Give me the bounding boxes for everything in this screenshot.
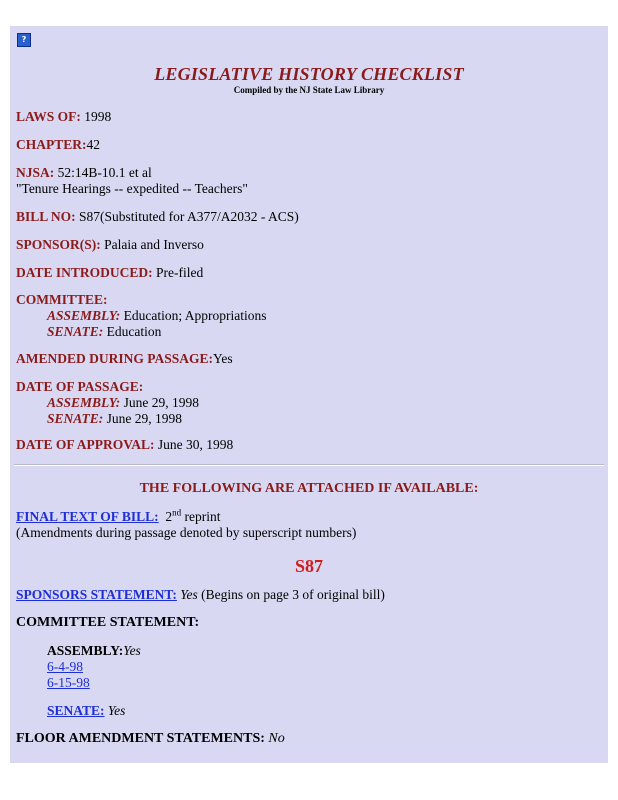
committee-label: COMMITTEE: (16, 292, 108, 307)
date-introduced-row (16, 265, 203, 281)
date-of-passage-label-row (16, 379, 143, 395)
amended-value: Yes (213, 351, 233, 366)
page-title: LEGISLATIVE HISTORY CHECKLIST (154, 64, 464, 84)
floor-amendment-value: No (268, 731, 285, 746)
attached-heading: THE FOLLOWING ARE ATTACHED IF AVAILABLE: (139, 481, 479, 496)
assembly-statement-link[interactable]: 6-4-98 (47, 659, 83, 674)
final-text-reprint-word: reprint (184, 509, 221, 524)
final-text-note: (Amendments during passage denoted by superscript numbers) (16, 525, 357, 540)
committee-statement-link-1 (47, 659, 83, 675)
laws-of-row (16, 109, 111, 125)
committee-statement-assembly-value: Yes (123, 643, 141, 658)
sponsors-statement-note: (Begins on page 3 of original bill) (201, 587, 385, 602)
sponsors-value: Palaia and Inverso (104, 237, 204, 252)
floor-amendment-label: FLOOR AMENDMENT STATEMENTS: (16, 731, 265, 746)
committee-statement-assembly-row (47, 643, 141, 659)
bill-no-value: S87(Substituted for A377/A2032 - ACS) (79, 209, 299, 224)
section-divider (14, 464, 604, 466)
committee-senate-label: SENATE: (47, 324, 104, 339)
passage-assembly-label: ASSEMBLY: (47, 395, 121, 410)
bill-number-heading: S87 (294, 556, 323, 576)
bill-no-label: BILL NO: (16, 209, 76, 224)
passage-senate-value: June 29, 1998 (106, 411, 183, 426)
chapter-value: 42 (86, 137, 100, 152)
laws-of-value: 1998 (84, 109, 112, 124)
senate-statement-link[interactable]: SENATE: (47, 703, 105, 718)
committee-statement-link-2 (47, 675, 90, 691)
committee-statement-label: COMMITTEE STATEMENT: (16, 615, 200, 630)
njsa-note: "Tenure Hearings -- expedited -- Teachers" (16, 181, 248, 196)
date-of-passage-label: DATE OF PASSAGE: (16, 379, 144, 394)
committee-assembly-row (47, 308, 267, 324)
page-subtitle: Compiled by the NJ State Law Library (233, 85, 385, 95)
passage-senate-row (47, 411, 182, 427)
committee-statement-senate-row (47, 703, 125, 719)
committee-assembly-label: ASSEMBLY: (47, 308, 121, 323)
date-of-approval-row (16, 437, 233, 453)
content-panel (10, 26, 608, 763)
date-introduced-value: Pre-filed (156, 265, 204, 280)
amended-label: AMENDED DURING PASSAGE: (16, 351, 214, 366)
njsa-value: 52:14B-10.1 et al (57, 165, 152, 180)
bill-no-row (16, 209, 299, 225)
assembly-statement-link[interactable]: 6-15-98 (47, 675, 90, 690)
final-text-reprint-number: 2 (165, 509, 173, 524)
final-text-row (16, 509, 221, 525)
final-text-link[interactable]: FINAL TEXT OF BILL: (16, 509, 159, 524)
chapter-row (16, 137, 100, 153)
date-of-approval-value: June 30, 1998 (157, 437, 234, 452)
committee-senate-value: Education (106, 324, 162, 339)
sponsors-row (16, 237, 204, 253)
committee-senate-row (47, 324, 161, 340)
sponsors-statement-row (16, 587, 385, 603)
laws-of-label: LAWS OF: (16, 109, 81, 124)
njsa-row (16, 165, 152, 181)
final-text-reprint-suffix: nd (172, 507, 182, 518)
floor-amendment-row (16, 731, 285, 747)
committee-label-row (16, 292, 108, 308)
sponsors-label: SPONSOR(S): (16, 237, 101, 252)
chapter-label: CHAPTER: (16, 137, 87, 152)
njsa-label: NJSA: (16, 165, 55, 180)
passage-assembly-value: June 29, 1998 (123, 395, 200, 410)
committee-statement-assembly-label: ASSEMBLY: (47, 643, 124, 658)
sponsors-statement-value: Yes (180, 587, 198, 602)
senate-statement-value: Yes (107, 703, 126, 718)
amended-row (16, 351, 233, 367)
passage-senate-label: SENATE: (47, 411, 104, 426)
sponsors-statement-link[interactable]: SPONSORS STATEMENT: (16, 587, 177, 602)
help-icon[interactable]: ? (17, 33, 31, 47)
date-of-approval-label: DATE OF APPROVAL: (16, 437, 155, 452)
committee-statement-row (16, 615, 199, 631)
date-introduced-label: DATE INTRODUCED: (16, 265, 153, 280)
passage-assembly-row (47, 395, 199, 411)
committee-assembly-value: Education; Appropriations (123, 308, 267, 323)
